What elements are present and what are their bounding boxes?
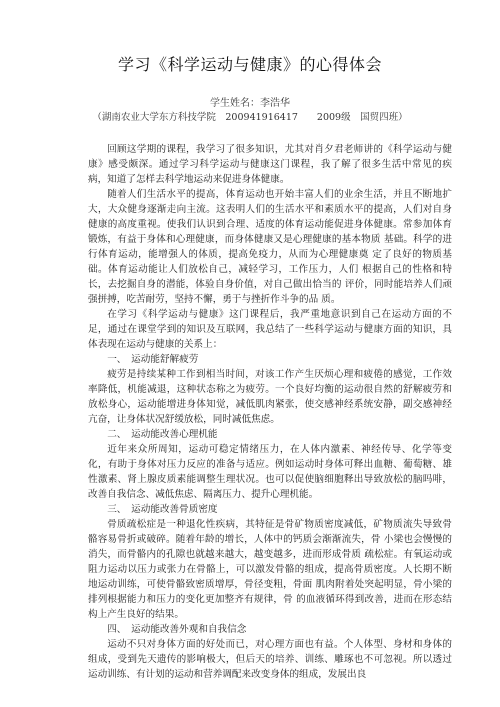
paragraph-fatigue: 疲劳是持续某种工作到相当时间，对该工作产生厌烦心理和疲倦的感觉，工作效率降低，机能减退，这种状态称之为疲劳。一个良好均衡的运动很自然的舒解疲劳和放松身心，运动能增进身体知觉，减低肌肉紧张，使交感神经系统安静，副交感神经亢奋，让身体状况舒缓放松，同时减低焦虑。 [88,369,452,425]
section-heading-1: 一、 运动能舒解疲劳 [107,354,199,365]
page-title: 学习《科学运动与健康》的心得体会 [117,55,382,74]
paragraph-intro: 回顾这学期的课程，我学习了很多知识，尤其对肖夕君老师讲的《科学运动与健康》感受颇深。通过学习科学运动与健康这门课程，我了解了很多生活中常见的疾病，知道了怎样去科学地运动来促进身体健康。 [88,144,452,185]
paragraph-appearance: 运动不只对身体方面的好处而已，对心理方面也有益。个人体型、身材和身体的组成，受到先天遗传的影响极大，但后天的培养、训练、雕琢也不可忽视。所以透过运动训练、有计划的运动和营养调配来改变身体的组成，发展出良 [88,639,452,680]
affiliation-line: （湖南农业大学东方科技学院 200941916417 2009级 国贸四班） [92,112,408,123]
section-heading-2: 二、 运动能改善心理机能 [107,429,218,440]
paragraph-bone-density: 骨质疏松症是一种退化性疾病，其特征是骨矿物质密度减低，矿物质流失导致骨骼容易骨折或破碎。随着年龄的增长，人体中的钙质会渐渐流失，骨 小梁也会慢慢的消失，而骨骼内的孔隙也就越来越大，越变越多，进而形成骨质 疏松症。有氧运动或阻力运动以压力或张力在骨骼上，可以激发骨骼的组成，提高骨质密度。人长期不断地运动训练，可使骨骼致密质增厚，骨径变粗，骨面 肌肉附着处突起明显，骨小梁的排列根据能力和压力的变化更加整齐有规律，骨 的血液循环得到改善，进而在形态结构上产生良好的结果。 [88,519,452,620]
paragraph-psychology: 近年来众所周知，运动可稳定情绪压力，在人体内激素、神经传导、化学等变化，有助于身体对压力反应的准备与适应。例如运动时身体可释出血糖、葡萄糖、雄性激素、肾上腺皮质素能调整生理状况。也可以促使脑细胞释出导致放松的脑吗啡，改善自我信念、减低焦虑、隔离压力、提升心理机能。 [88,444,452,500]
section-heading-3: 三、 运动能改善骨质密度 [107,504,218,515]
paragraph-summary-lead: 在学习《科学运动与健康》这门课程后，我严重地意识到自己在运动方面的不足，通过在课堂学到的知识及互联网，我总结了一些科学运动与健康方面的知识，具体表现在运动与健康的关系上： [88,309,452,350]
document-body [88,142,452,682]
section-heading-4: 四、 运动能改善外观和自我信念 [107,624,247,635]
author-line: 学生姓名：李浩华 [210,98,290,109]
paragraph-background: 随着人们生活水平的提高，体育运动也开始丰富人们的业余生活，并且不断地扩大，大众健身逐渐走向主流。这表明人们的生活水平和素质水平的提高，人们对自身健康的高度重视。使我们认识到合理、适度的体育运动能促进身体健康。常参加体育锻炼，有益于身体和心理健康，而身体健康又是心理健康的基本物质 基础。科学的进行体育运动，能增强人的体质，提高免疫力，从而为心理健康奠 定了良好的物质基础。体育运动能让人们放松自己，减轻学习，工作压力，人们 根据自己的性格和特长，去挖掘自身的潜能，体验自身价值，对自己做出恰当的 评价，同时能培养人们顽强拼搏，吃苦耐劳，坚持不懈，勇于与挫折作斗争的品 质。 [88,189,452,305]
